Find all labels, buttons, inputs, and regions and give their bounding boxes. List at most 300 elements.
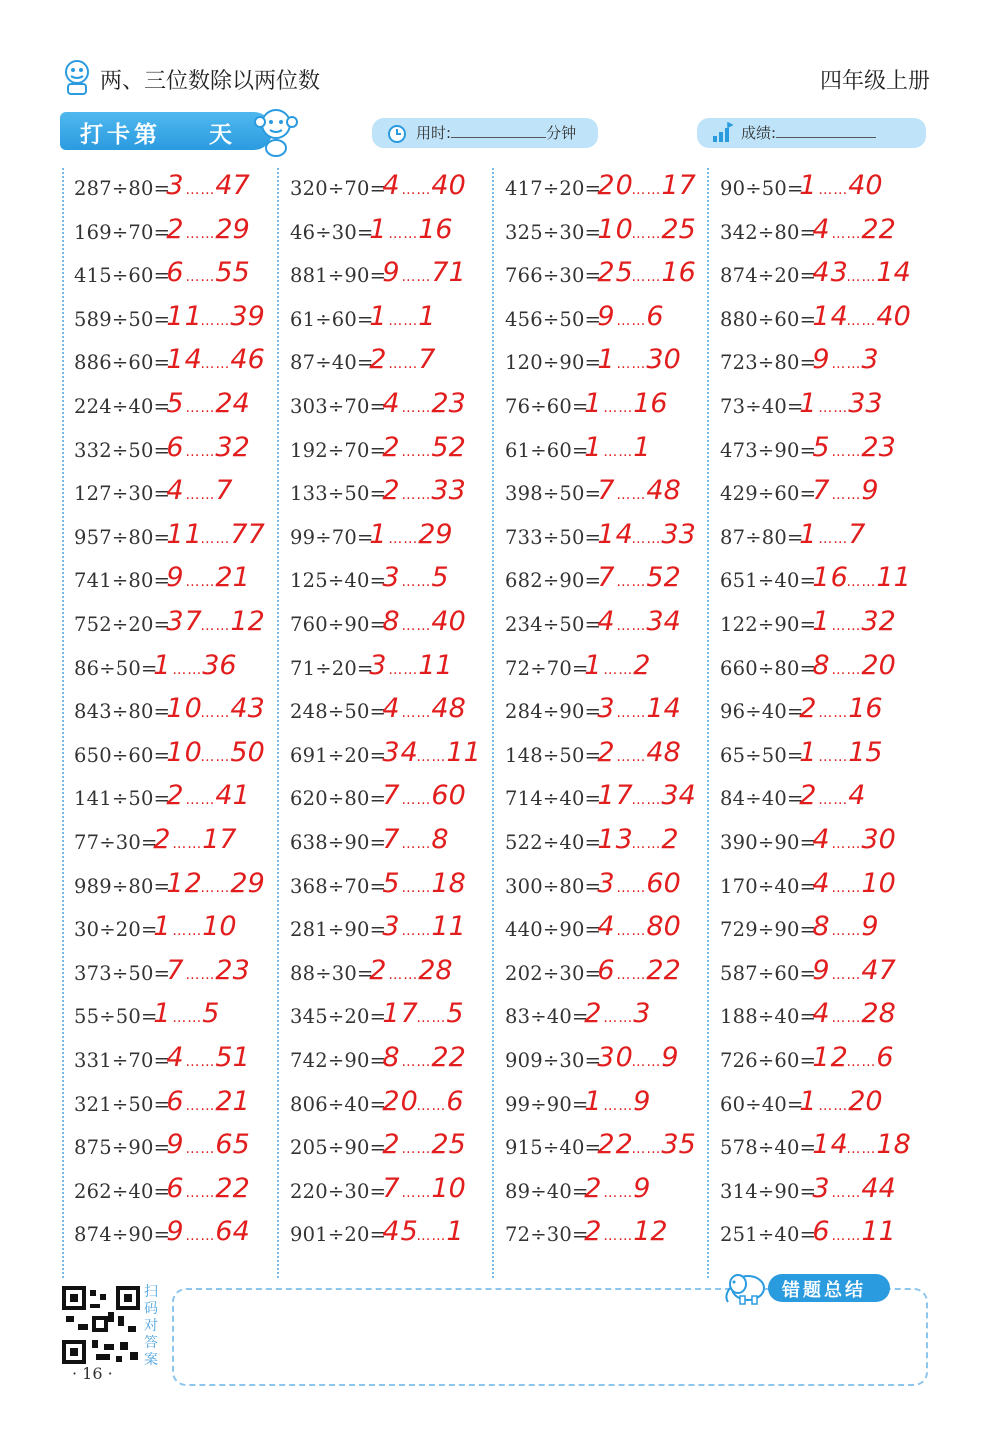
remainder-answer: 17 <box>202 824 237 855</box>
division-expression: 429÷60= <box>720 482 817 506</box>
remainder-answer: 1 <box>418 300 436 332</box>
quotient-answer: 1 <box>584 1085 603 1117</box>
remainder-dots: …… <box>846 269 877 286</box>
remainder-answer: 22 <box>431 1042 466 1073</box>
problem-row <box>64 866 279 910</box>
remainder-answer: 3 <box>861 344 879 376</box>
remainder-answer: 52 <box>431 431 466 463</box>
division-expression: 331÷70= <box>74 1049 171 1072</box>
quotient-answer: 5 <box>382 867 401 899</box>
division-expression: 234÷50= <box>505 613 602 636</box>
remainder-dots: …… <box>185 574 216 591</box>
division-expression: 456÷50= <box>505 307 602 331</box>
division-expression: 72÷30= <box>505 1223 589 1247</box>
remainder-dots: …… <box>401 182 432 198</box>
remainder-answer: 35 <box>661 1129 696 1161</box>
division-expression: 660÷80= <box>720 656 817 680</box>
division-expression: 120÷90= <box>505 351 602 375</box>
remainder-dots: …… <box>401 1184 432 1201</box>
problem-row <box>280 1171 495 1215</box>
division-expression: 373÷50= <box>74 961 171 985</box>
division-expression: 723÷80= <box>720 351 817 375</box>
remainder-answer: 9 <box>661 1042 679 1073</box>
problem-row <box>280 299 495 343</box>
remainder-dots: …… <box>185 269 216 286</box>
quotient-answer: 4 <box>597 911 616 943</box>
remainder-dots: …… <box>172 923 203 940</box>
problem-row <box>495 430 710 474</box>
problem-row <box>710 168 925 212</box>
quotient-answer: 1 <box>799 1085 818 1117</box>
remainder-dots: …… <box>818 400 849 416</box>
remainder-answer: 17 <box>661 170 696 201</box>
quotient-answer: 1 <box>153 911 172 943</box>
problem-row <box>280 1127 495 1171</box>
problem-row <box>64 953 279 997</box>
remainder-answer: 44 <box>861 1172 896 1204</box>
problem-row <box>710 953 925 997</box>
problem-row <box>495 1040 710 1084</box>
division-expression: 325÷30= <box>505 220 602 244</box>
quotient-answer: 5 <box>812 431 831 463</box>
quotient-answer: 37 <box>166 606 203 637</box>
remainder-answer: 34 <box>661 780 696 812</box>
quotient-answer: 1 <box>584 649 603 681</box>
problem-row <box>280 735 495 779</box>
quotient-answer: 10 <box>166 736 203 768</box>
division-expression: 806÷40= <box>290 1092 387 1116</box>
remainder-dots: …… <box>401 1141 432 1158</box>
remainder-dots: …… <box>185 443 216 460</box>
quotient-answer: 1 <box>597 344 616 376</box>
remainder-dots: …… <box>603 1228 634 1245</box>
quotient-answer: 12 <box>166 867 203 899</box>
remainder-answer: 32 <box>215 431 250 463</box>
problem-row <box>280 560 495 604</box>
mistake-summary-tab <box>720 1270 920 1306</box>
remainder-answer: 14 <box>646 693 681 725</box>
remainder-answer: 20 <box>861 649 896 681</box>
qr-code-icon <box>62 1286 140 1364</box>
remainder-answer: 40 <box>431 606 466 637</box>
remainder-answer: 15 <box>848 736 883 768</box>
division-expression: 733÷50= <box>505 525 602 549</box>
problem-row <box>495 473 710 517</box>
remainder-answer: 3 <box>633 998 651 1030</box>
remainder-answer: 8 <box>431 824 449 855</box>
problem-row <box>280 996 495 1040</box>
remainder-answer: 18 <box>431 867 466 899</box>
quotient-answer: 1 <box>584 431 603 463</box>
division-expression: 390÷90= <box>720 831 817 854</box>
division-expression: 287÷80= <box>74 177 171 200</box>
division-expression: 87÷40= <box>290 351 374 375</box>
remainder-dots: …… <box>631 1141 662 1158</box>
problem-row <box>710 604 925 648</box>
remainder-answer: 9 <box>861 911 879 943</box>
remainder-dots: …… <box>831 356 862 373</box>
problem-row <box>710 1171 925 1215</box>
problem-row <box>64 168 279 212</box>
problem-row <box>710 996 925 1040</box>
remainder-answer: 39 <box>230 300 265 332</box>
remainder-dots: …… <box>616 748 647 765</box>
quotient-answer: 1 <box>799 736 818 768</box>
quotient-answer: 4 <box>382 693 401 725</box>
problem-row <box>64 255 279 299</box>
remainder-dots: …… <box>818 705 849 722</box>
quotient-answer: 45 <box>382 1216 419 1248</box>
remainder-dots: …… <box>185 1228 216 1245</box>
division-expression: 87÷80= <box>720 525 804 549</box>
problem-row <box>495 168 710 212</box>
problem-row <box>280 386 495 430</box>
remainder-answer: 47 <box>861 954 896 986</box>
remainder-dots: …… <box>401 443 432 460</box>
grade-label: 四年级上册 <box>819 69 930 94</box>
quotient-answer: 7 <box>166 954 185 986</box>
problem-row <box>710 822 925 866</box>
division-expression: 88÷30= <box>290 961 374 985</box>
remainder-dots: …… <box>401 923 432 940</box>
remainder-dots: …… <box>818 792 849 809</box>
quotient-answer: 9 <box>812 344 831 376</box>
remainder-answer: 9 <box>633 1085 651 1117</box>
quotient-answer: 2 <box>799 780 818 812</box>
score-field <box>697 118 926 148</box>
remainder-dots: …… <box>818 530 849 547</box>
remainder-dots: …… <box>401 618 432 634</box>
division-expression: 843÷80= <box>74 700 171 724</box>
remainder-answer: 2 <box>633 649 651 681</box>
division-expression: 742÷90= <box>290 1049 387 1072</box>
remainder-answer: 10 <box>431 1172 466 1204</box>
remainder-dots: …… <box>401 269 432 286</box>
quotient-answer: 2 <box>584 1216 603 1248</box>
remainder-answer: 18 <box>876 1129 911 1161</box>
problem-row <box>64 386 279 430</box>
division-expression: 881÷90= <box>290 264 387 288</box>
remainder-answer: 11 <box>431 911 466 943</box>
remainder-answer: 29 <box>215 213 250 245</box>
checkin-label: 打卡第 天 <box>80 122 237 148</box>
remainder-answer: 65 <box>215 1129 250 1161</box>
problem-row <box>280 822 495 866</box>
division-expression: 76÷60= <box>505 395 589 418</box>
remainder-dots: …… <box>172 1010 203 1027</box>
remainder-dots: …… <box>846 312 877 329</box>
remainder-answer: 34 <box>646 606 681 637</box>
remainder-answer: 11 <box>418 649 453 681</box>
quotient-answer: 3 <box>166 170 185 201</box>
remainder-dots: …… <box>172 661 203 678</box>
quotient-answer: 7 <box>382 824 401 855</box>
quotient-answer: 4 <box>382 170 401 201</box>
remainder-dots: …… <box>200 618 231 634</box>
problem-row <box>64 299 279 343</box>
remainder-dots: …… <box>603 661 634 678</box>
remainder-dots: …… <box>416 1010 447 1027</box>
remainder-dots: …… <box>631 269 662 286</box>
remainder-dots: …… <box>401 1054 432 1070</box>
remainder-dots: …… <box>631 792 662 809</box>
division-expression: 714÷40= <box>505 787 602 811</box>
remainder-answer: 7 <box>215 475 233 507</box>
remainder-answer: 16 <box>848 693 883 725</box>
quotient-answer: 1 <box>812 606 831 637</box>
remainder-dots: …… <box>388 356 419 373</box>
remainder-answer: 60 <box>646 867 681 899</box>
remainder-answer: 7 <box>418 344 436 376</box>
division-expression: 127÷30= <box>74 482 171 506</box>
remainder-dots: …… <box>185 400 216 416</box>
division-expression: 188÷40= <box>720 1005 817 1029</box>
quotient-answer: 4 <box>812 998 831 1030</box>
problem-row <box>710 386 925 430</box>
quotient-answer: 34 <box>382 736 419 768</box>
problem-row <box>64 1171 279 1215</box>
remainder-answer: 43 <box>230 693 265 725</box>
problem-row <box>495 386 710 430</box>
remainder-answer: 16 <box>418 213 453 245</box>
remainder-dots: …… <box>631 530 662 547</box>
remainder-dots: …… <box>416 1097 447 1114</box>
problem-row <box>64 430 279 474</box>
exercise-grid <box>64 168 934 1276</box>
quotient-answer: 1 <box>153 998 172 1030</box>
remainder-dots: …… <box>616 618 647 634</box>
division-expression: 205÷90= <box>290 1136 387 1160</box>
problem-row <box>710 255 925 299</box>
remainder-dots: …… <box>831 618 862 634</box>
division-expression: 122÷90= <box>720 613 817 636</box>
quotient-answer: 1 <box>369 300 388 332</box>
quotient-answer: 7 <box>597 562 616 594</box>
division-expression: 61÷60= <box>505 438 589 462</box>
remainder-answer: 30 <box>861 824 896 855</box>
division-expression: 125÷40= <box>290 569 387 593</box>
remainder-answer: 25 <box>431 1129 466 1161</box>
problem-row <box>280 430 495 474</box>
problem-row <box>710 560 925 604</box>
remainder-dots: …… <box>388 661 419 678</box>
problem-row <box>64 1214 279 1258</box>
remainder-answer: 48 <box>646 475 681 507</box>
remainder-answer: 52 <box>646 562 681 594</box>
remainder-answer: 4 <box>848 780 866 812</box>
quotient-answer: 4 <box>166 1042 185 1073</box>
remainder-answer: 29 <box>230 867 265 899</box>
division-expression: 314÷90= <box>720 1179 817 1203</box>
remainder-answer: 64 <box>215 1216 250 1248</box>
remainder-dots: …… <box>185 966 216 983</box>
remainder-answer: 40 <box>876 300 911 332</box>
score-label: 成绩: <box>741 124 777 142</box>
remainder-answer: 60 <box>431 780 466 812</box>
time-blank <box>451 123 546 138</box>
problem-row <box>64 342 279 386</box>
quotient-answer: 9 <box>166 1129 185 1161</box>
problem-row <box>64 560 279 604</box>
quotient-answer: 2 <box>382 475 401 507</box>
problem-row <box>710 909 925 953</box>
quotient-answer: 8 <box>812 649 831 681</box>
division-expression: 726÷60= <box>720 1049 817 1072</box>
remainder-answer: 16 <box>633 388 668 419</box>
quotient-answer: 4 <box>166 475 185 507</box>
remainder-answer: 23 <box>861 431 896 463</box>
problem-row <box>710 430 925 474</box>
remainder-dots: …… <box>831 879 862 896</box>
division-expression: 262÷40= <box>74 1179 171 1203</box>
division-expression: 61÷60= <box>290 307 374 331</box>
quotient-answer: 1 <box>153 649 172 681</box>
remainder-answer: 10 <box>202 911 237 943</box>
remainder-answer: 23 <box>215 954 250 986</box>
quotient-answer: 6 <box>166 1172 185 1204</box>
division-expression: 989÷80= <box>74 874 171 898</box>
remainder-dots: …… <box>388 966 419 983</box>
problem-row <box>280 691 495 735</box>
problem-row <box>64 604 279 648</box>
remainder-dots: …… <box>401 487 432 504</box>
remainder-answer: 55 <box>215 257 250 289</box>
remainder-dots: …… <box>616 487 647 504</box>
time-field <box>372 118 598 148</box>
remainder-answer: 12 <box>633 1216 668 1248</box>
division-expression: 65÷50= <box>720 743 804 767</box>
remainder-dots: …… <box>603 443 634 460</box>
remainder-dots: …… <box>200 748 231 765</box>
problem-row <box>710 778 925 822</box>
quotient-answer: 2 <box>799 693 818 725</box>
quotient-answer: 2 <box>584 998 603 1030</box>
remainder-dots: …… <box>616 312 647 329</box>
problem-row <box>280 604 495 648</box>
quotient-answer: 10 <box>166 693 203 725</box>
problem-row <box>64 648 279 692</box>
remainder-dots: …… <box>185 1141 216 1158</box>
quotient-answer: 4 <box>812 867 831 899</box>
remainder-dots: …… <box>200 705 231 722</box>
remainder-answer: 20 <box>848 1085 883 1117</box>
remainder-answer: 48 <box>646 736 681 768</box>
remainder-dots: …… <box>185 1054 216 1070</box>
remainder-dots: …… <box>185 1097 216 1114</box>
remainder-dots: …… <box>831 661 862 678</box>
quotient-answer: 17 <box>597 780 634 812</box>
remainder-dots: …… <box>200 356 231 373</box>
quotient-answer: 12 <box>812 1042 849 1073</box>
division-expression: 30÷20= <box>74 918 158 942</box>
quotient-answer: 6 <box>166 1085 185 1117</box>
quotient-answer: 25 <box>597 257 634 289</box>
page-number: · 16 · <box>72 1364 113 1383</box>
remainder-answer: 33 <box>431 475 466 507</box>
remainder-answer: 6 <box>876 1042 894 1073</box>
remainder-answer: 2 <box>661 824 679 855</box>
remainder-answer: 46 <box>230 344 265 376</box>
elephant-icon <box>720 1270 772 1306</box>
problem-row <box>280 648 495 692</box>
quotient-answer: 3 <box>369 649 388 681</box>
quotient-answer: 3 <box>597 693 616 725</box>
division-expression: 72÷70= <box>505 656 589 680</box>
quotient-answer: 2 <box>153 824 172 855</box>
remainder-dots: …… <box>401 400 432 416</box>
remainder-answer: 48 <box>431 693 466 725</box>
quotient-answer: 1 <box>369 518 388 550</box>
quotient-answer: 5 <box>166 388 185 419</box>
problem-row <box>495 648 710 692</box>
division-expression: 141÷50= <box>74 787 171 811</box>
remainder-answer: 9 <box>861 475 879 507</box>
division-expression: 86÷50= <box>74 656 158 680</box>
remainder-answer: 11 <box>861 1216 896 1248</box>
problem-row <box>280 866 495 910</box>
remainder-dots: …… <box>616 879 647 896</box>
division-expression: 587÷60= <box>720 961 817 985</box>
division-expression: 73÷40= <box>720 395 804 418</box>
quotient-answer: 7 <box>597 475 616 507</box>
quotient-answer: 11 <box>166 518 203 550</box>
quotient-answer: 2 <box>597 736 616 768</box>
division-expression: 281÷90= <box>290 918 387 942</box>
quotient-answer: 2 <box>369 344 388 376</box>
division-expression: 620÷80= <box>290 787 387 811</box>
remainder-dots: …… <box>200 530 231 547</box>
remainder-dots: …… <box>388 225 419 242</box>
remainder-dots: …… <box>616 574 647 591</box>
quotient-answer: 6 <box>166 431 185 463</box>
division-expression: 84÷40= <box>720 787 804 811</box>
quotient-answer: 4 <box>597 606 616 637</box>
problem-row <box>280 1040 495 1084</box>
problem-row <box>280 473 495 517</box>
remainder-dots: …… <box>818 1097 849 1114</box>
quotient-answer: 3 <box>812 1172 831 1204</box>
division-expression: 71÷20= <box>290 656 374 680</box>
remainder-dots: …… <box>831 1010 862 1027</box>
remainder-answer: 22 <box>861 213 896 245</box>
remainder-dots: …… <box>185 225 216 242</box>
problem-row <box>495 1171 710 1215</box>
remainder-dots: …… <box>603 1010 634 1027</box>
division-expression: 300÷80= <box>505 874 602 898</box>
division-expression: 368÷70= <box>290 874 387 898</box>
remainder-dots: …… <box>831 1184 862 1201</box>
remainder-answer: 5 <box>202 998 220 1030</box>
quotient-answer: 9 <box>382 257 401 289</box>
division-expression: 320÷70= <box>290 177 387 200</box>
problem-row <box>64 778 279 822</box>
quotient-answer: 6 <box>597 954 616 986</box>
quotient-answer: 1 <box>584 388 603 419</box>
quotient-answer: 6 <box>166 257 185 289</box>
quotient-answer: 8 <box>382 1042 401 1073</box>
problem-row <box>64 691 279 735</box>
remainder-dots: …… <box>172 836 203 852</box>
problem-row <box>495 604 710 648</box>
division-expression: 170÷40= <box>720 874 817 898</box>
problem-row <box>495 212 710 256</box>
remainder-answer: 16 <box>661 257 696 289</box>
division-expression: 875÷90= <box>74 1136 171 1160</box>
remainder-dots: …… <box>616 356 647 373</box>
division-expression: 415÷60= <box>74 264 171 288</box>
division-expression: 169÷70= <box>74 220 171 244</box>
problem-row <box>710 517 925 561</box>
